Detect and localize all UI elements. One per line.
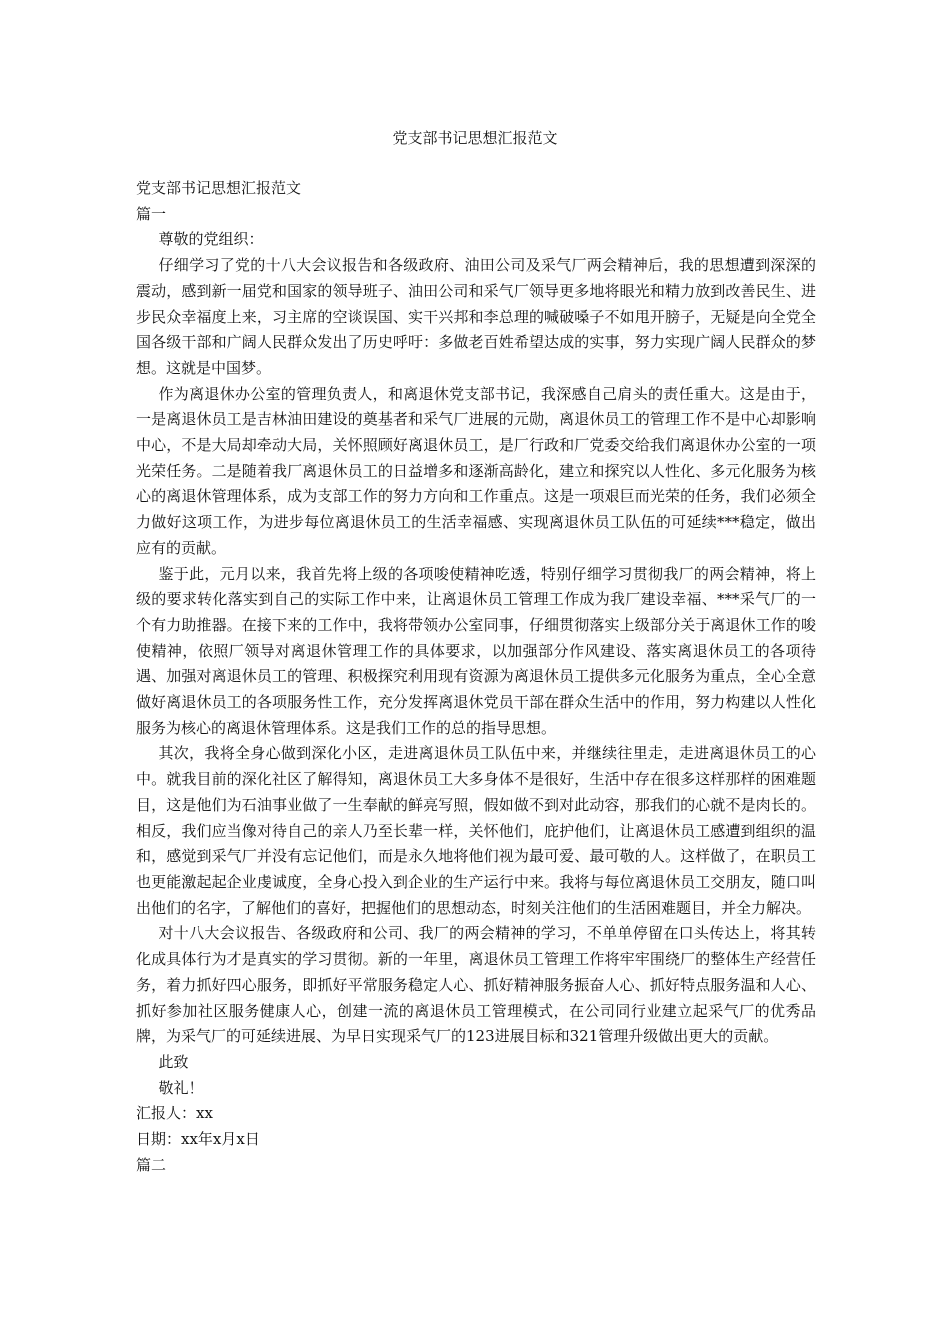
reporter-line: 汇报人：xx	[136, 1104, 213, 1123]
paragraph-2: 作为离退休办公室的管理负责人，和离退休党支部书记，我深感自己肩头的责任重大。这是由于，一是离退休员工是吉林油田建设的奠基者和采气厂进展的元勋，离退休员工的管理工作不是中心却影响中心，不是大局却牵动大局，关怀照顾好离退休员工，是厂行政和厂党委交给我们离退休办公室的一项光荣任务。二是随着我厂离退休员工的日益增多和逐渐高龄化，建立和探究以人性化、多元化服务为核心的离退休管理体系，成为支部工作的努力方向和工作重点。这是一项艰巨而光荣的任务，我们必须全力做好这项工作，为进步每位离退休员工的生活幸福感、实现离退休员工队伍的可延续***稳定，做出应有的贡献。	[136, 384, 816, 557]
document-subtitle: 党支部书记思想汇报范文	[136, 179, 302, 197]
section-label-2: 篇二	[136, 1155, 167, 1174]
paragraph-1: 仔细学习了党的十八大会议报告和各级政府、油田公司及采气厂两会精神后，我的思想遭到深深的震动，感到新一届党和国家的领导班子、油田公司和采气厂领导更多地将眼光和精力放到改善民生、进步民众幸福度上来，习主席的空谈误国、实干兴邦和李总理的喊破嗓子不如甩开膀子，无疑是向全党全国各级干部和广阔人民群众发出了历史呼吁：多做老百姓希望达成的实事，努力实现广阔人民群众的梦想。这就是中国梦。	[136, 256, 816, 377]
document-title: 党支部书记思想汇报范文	[392, 129, 558, 147]
paragraph-5: 对十八大会议报告、各级政府和公司、我厂的两会精神的学习，不单单停留在口头传达上，将其转化成具体行为才是真实的学习贯彻。新的一年里，离退休员工管理工作将牢牢围绕厂的整体生产经营任务，着力抓好四心服务，即抓好平常服务稳定人心、抓好精神服务振奋人心、抓好特点服务温和人心、抓好参加社区服务健康人心，创建一流的离退休员工管理模式，在公司同行业建立起采气厂的优秀品牌，为采气厂的可延续进展、为早日实现采气厂的123进展目标和321管理升级做出更大的贡献。	[136, 924, 816, 1046]
closing-line-2: 敬礼！	[158, 1078, 204, 1097]
section-label-1: 篇一	[136, 204, 167, 223]
closing-line-1: 此致	[158, 1052, 189, 1071]
date-line: 日期：xx年x月x日	[136, 1130, 260, 1149]
salutation: 尊敬的党组织：	[158, 230, 264, 249]
paragraph-4: 其次，我将全身心做到深化小区，走进离退休员工队伍中来，并继续往里走，走进离退休员工的心中。就我目前的深化社区了解得知，离退休员工大多身体不是很好，生活中存在很多这样那样的困难题目，这是他们为石油事业做了一生奉献的鲜亮写照，假如做不到对此动容，那我们的心就不是肉长的。相反，我们应当像对待自己的亲人乃至长辈一样，关怀他们，庇护他们，让离退休员工感遭到组织的温和，感觉到采气厂并没有忘记他们，而是永久地将他们视为最可爱、最可敬的人。这样做了，在职员工也更能激起起企业虔诚度，全身心投入到企业的生产运行中来。我将与每位离退休员工交朋友，随口叫出他们的名字，了解他们的喜好，把握他们的思想动态，时刻关注他们的生活困难题目，并全力解决。	[136, 744, 816, 917]
document-body	[136, 176, 816, 1178]
paragraph-3: 鉴于此，元月以来，我首先将上级的各项唆使精神吃透，特别仔细学习贯彻我厂的两会精神，将上级的要求转化落实到自己的实际工作中来，让离退休员工管理工作成为我厂建设幸福、***采气厂的一个有力助推器。在接下来的工作中，我将带领办公室同事，仔细贯彻落实上级部分关于离退休工作的唆使精神，依照厂领导对离退休管理工作的具体要求，以加强部分作风建设、落实离退休员工的各项待遇、加强对离退休员工的管理、积极探究利用现有资源为离退休员工提供多元化服务为重点，全心全意做好离退休员工的各项服务性工作，充分发挥离退休党员干部在群众生活中的作用，努力构建以人性化服务为核心的离退休管理体系。这是我们工作的总的指导思想。	[136, 564, 816, 737]
